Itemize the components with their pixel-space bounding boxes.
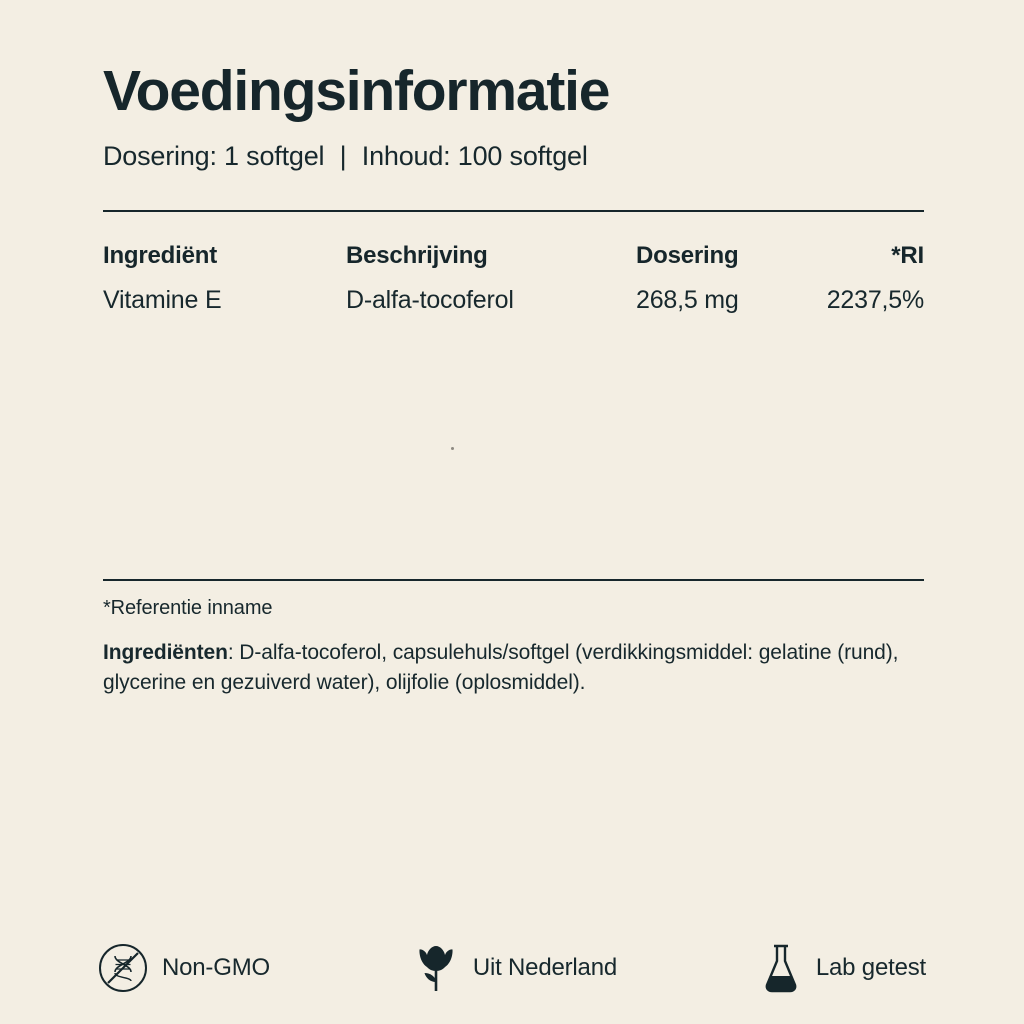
cell-ingredient: Vitamine E xyxy=(103,285,222,314)
serving-content: Inhoud: 100 softgel xyxy=(361,140,588,171)
badge-non-gmo xyxy=(98,943,270,993)
badge-origin-label: Uit Nederland xyxy=(472,954,617,981)
column-header-description: Beschrijving xyxy=(346,241,488,269)
table-header-row xyxy=(103,234,924,284)
cell-dose: 268,5 mg xyxy=(636,285,739,314)
non-gmo-icon xyxy=(98,943,148,993)
badge-row xyxy=(98,942,926,994)
table-blank-area xyxy=(103,317,924,579)
page-title: Voedingsinformatie xyxy=(103,59,610,123)
ingredients-paragraph xyxy=(103,638,943,699)
badge-lab-tested xyxy=(760,942,926,994)
nutrition-table xyxy=(103,234,924,317)
flask-icon xyxy=(760,942,802,994)
serving-separator: | xyxy=(339,140,347,171)
divider-top xyxy=(103,210,924,212)
column-header-ri: *RI xyxy=(891,241,924,269)
stray-dot-mark xyxy=(451,447,454,450)
serving-dose: Dosering: 1 softgel xyxy=(103,140,325,171)
badge-lab-tested-label: Lab getest xyxy=(815,954,926,981)
ingredients-label: Ingrediënten xyxy=(103,640,228,664)
cell-ri: 2237,5% xyxy=(826,285,924,314)
reference-intake-footnote: *Referentie inname xyxy=(103,596,273,619)
serving-summary xyxy=(103,141,924,172)
divider-bottom xyxy=(103,579,924,581)
cell-description: D-alfa-tocoferol xyxy=(346,285,514,314)
badge-non-gmo-label: Non-GMO xyxy=(162,954,270,981)
column-header-dose: Dosering xyxy=(636,241,739,269)
ingredients-text: : D-alfa-tocoferol, capsulehuls/softgel (verdikkingsmiddel: gelatine (rund), glycerine en gezuiverd water), olijfolie (oplosmiddel). xyxy=(103,640,899,695)
badge-origin xyxy=(413,942,617,994)
column-header-ingredient: Ingrediënt xyxy=(103,241,218,269)
table-row xyxy=(103,284,924,317)
tulip-icon xyxy=(413,942,459,994)
